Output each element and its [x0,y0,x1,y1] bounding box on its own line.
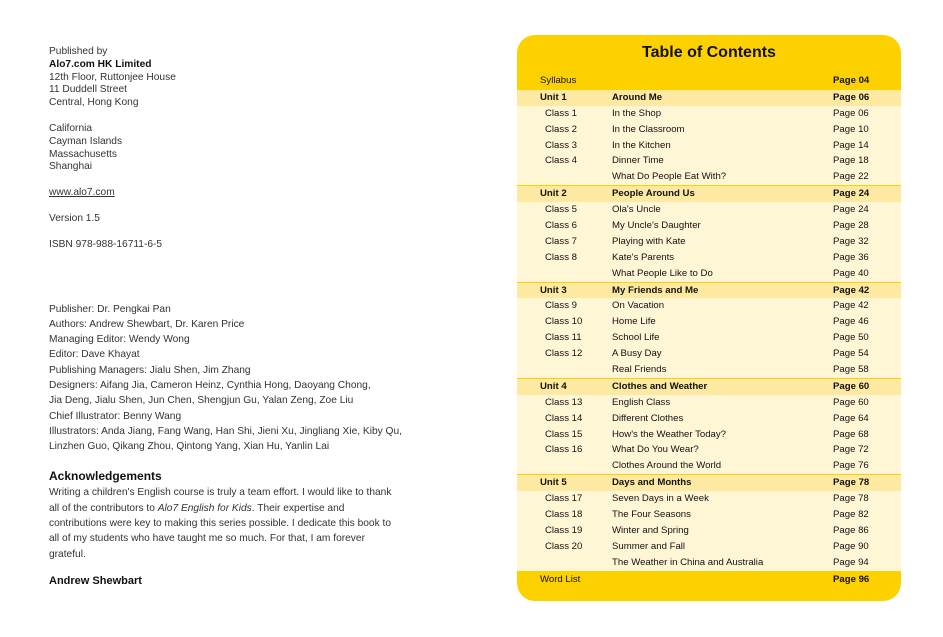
toc-label: Word List [540,573,581,585]
toc-entry-title: Different Clothes [612,412,684,424]
toc-entry-title: The Four Seasons [612,509,691,521]
toc-page-number: Page 60 [833,380,870,392]
toc-label: Class 8 [545,251,577,263]
address-line: 12th Floor, Ruttonjee House [49,71,176,83]
publisher-block [49,46,409,110]
toc-entry-title: Days and Months [612,477,692,489]
toc-label: Class 9 [545,300,577,312]
toc-page-number: Page 06 [833,91,870,103]
toc-page-number: Page 22 [833,171,869,183]
imprint-page [49,46,409,588]
toc-label: Class 12 [545,348,583,360]
toc-class-row[interactable] [517,442,901,458]
toc-entry-title: Ola's Uncle [612,204,661,216]
toc-class-row[interactable] [517,314,901,330]
toc-entry-title: Playing with Kate [612,235,686,247]
toc-page-number: Page 58 [833,364,869,376]
toc-entry-title: Summer and Fall [612,540,686,552]
toc-label: Class 2 [545,123,577,135]
toc-label: Unit 3 [540,284,567,296]
toc-label: Class 18 [545,509,583,521]
toc-class-row[interactable] [517,458,901,474]
toc-label: Class 13 [545,396,583,408]
acknowledgements-text: Writing a children's English course is truly a team effort. I would like to thank all of the contributors to [49,487,392,514]
toc-label: Class 7 [545,235,577,247]
publisher-line: Published by [49,46,108,57]
table-of-contents [517,35,901,601]
toc-entry-title: In the Kitchen [612,139,671,151]
toc-page-number: Page 82 [833,509,869,521]
toc-page-number: Page 68 [833,428,869,440]
toc-class-row[interactable] [517,169,901,185]
toc-page-number: Page 46 [833,316,869,328]
toc-entry-title: Clothes Around the World [612,460,722,472]
toc-entry-title: School Life [612,332,660,344]
toc-class-row[interactable] [517,138,901,154]
credit-line: Publisher: Dr. Pengkai Pan [49,303,171,315]
toc-entry-title: Kate's Parents [612,251,675,263]
toc-entry-title: English Class [612,396,671,408]
toc-class-row[interactable] [517,266,901,282]
toc-label: Class 16 [545,444,583,456]
toc-class-row[interactable] [517,491,901,507]
toc-page-number: Page 86 [833,524,869,536]
toc-label: Unit 4 [540,380,567,392]
toc-class-row[interactable] [517,234,901,250]
acknowledgements-text: . Their expertise and contributions were key to making this series possible. I dedicate this book to all of my students who have taught me so much. For that, I am forever grateful. [49,502,392,560]
toc-entry-title: Winter and Spring [612,524,689,536]
location: Massachusetts [49,148,117,160]
toc-page-number: Page 14 [833,139,869,151]
credit-line: Designers: Aifang Jia, Cameron Heinz, Cynthia Hong, Daoyang Chong, [49,380,371,392]
toc-entry-title: What People Like to Do [612,267,713,279]
location: California [49,122,93,134]
toc-class-row[interactable] [517,250,901,266]
toc-class-row[interactable] [517,106,901,122]
location: Cayman Islands [49,135,123,147]
toc-unit-row[interactable] [517,186,901,202]
toc-entry-title: My Friends and Me [612,284,699,296]
locations-block [49,123,409,174]
acknowledgements-body [49,485,401,561]
toc-page-number: Page 78 [833,477,870,489]
toc-label: Class 20 [545,540,583,552]
credit-line: Linzhen Guo, Qikang Zhou, Qintong Yang, Xian Hu, Yanlin Lai [49,441,330,453]
toc-label: Class 6 [545,220,577,232]
toc-page-number: Page 28 [833,220,869,232]
toc-label: Class 10 [545,316,583,328]
toc-class-row[interactable] [517,330,901,346]
signature: Andrew Shewbart [49,574,142,587]
toc-class-row[interactable] [517,555,901,571]
toc-class-row[interactable] [517,202,901,218]
toc-entry-title: The Weather in China and Australia [612,556,764,568]
series-title: Alo7 English for Kids [157,502,252,514]
toc-page-number: Page 60 [833,396,869,408]
address-line: 11 Duddell Street [49,84,127,96]
toc-entry-title: What Do You Wear? [612,444,699,456]
toc-list [517,73,901,588]
toc-label: Unit 1 [540,91,567,103]
toc-page-number: Page 32 [833,235,869,247]
toc-entry-title: In the Classroom [612,123,685,135]
toc-unit-row[interactable] [517,475,901,491]
toc-page-number: Page 06 [833,107,869,119]
toc-entry-title: A Busy Day [612,348,662,360]
address-line: Central, Hong Kong [49,97,139,109]
toc-page-number: Page 96 [833,573,870,585]
toc-entry-title: Seven Days in a Week [612,493,709,505]
toc-class-row[interactable] [517,539,901,555]
toc-entry-title: Dinner Time [612,155,664,167]
toc-label: Class 14 [545,412,583,424]
isbn-text: ISBN 978-988-16711-6-5 [49,238,163,250]
publisher-name: Alo7.com HK Limited [49,58,152,70]
credit-line: Jia Deng, Jialu Shen, Jun Chen, Shengjun Gu, Yalan Zeng, Zoe Liu [49,395,354,407]
toc-class-row[interactable] [517,507,901,523]
toc-entry-title: In the Shop [612,107,662,119]
toc-label: Class 17 [545,493,583,505]
toc-page-number: Page 64 [833,412,869,424]
toc-unit-row[interactable] [517,283,901,299]
toc-label: Class 4 [545,155,577,167]
toc-unit-row[interactable] [517,90,901,106]
toc-class-row[interactable] [517,411,901,427]
toc-class-row[interactable] [517,362,901,378]
toc-entry-title: How's the Weather Today? [612,428,726,440]
toc-class-row[interactable] [517,427,901,443]
toc-page-number: Page 54 [833,348,869,360]
toc-section-row[interactable] [517,73,901,89]
credit-line: Publishing Managers: Jialu Shen, Jim Zhang [49,364,251,376]
toc-page-number: Page 42 [833,284,870,296]
toc-page-number: Page 24 [833,188,870,200]
toc-page-number: Page 10 [833,123,869,135]
toc-entry-title: On Vacation [612,300,665,312]
toc-class-row[interactable] [517,153,901,169]
location: Shanghai [49,161,93,173]
toc-label: Unit 5 [540,477,567,489]
toc-page-number: Page 50 [833,332,869,344]
toc-entry-title: Real Friends [612,364,667,376]
toc-class-row[interactable] [517,346,901,362]
toc-label: Unit 2 [540,188,567,200]
toc-label: Class 3 [545,139,577,151]
toc-page-number: Page 40 [833,267,869,279]
toc-unit-row[interactable] [517,379,901,395]
toc-title: Table of Contents [642,43,776,61]
toc-class-row[interactable] [517,395,901,411]
toc-page-number: Page 04 [833,75,870,86]
toc-section-row[interactable] [517,572,901,588]
toc-label: Syllabus [540,75,577,86]
toc-label: Class 5 [545,204,577,216]
toc-page-number: Page 18 [833,155,869,167]
toc-label: Class 1 [545,107,577,119]
toc-entry-title: Home Life [612,316,656,328]
credits-block [49,302,409,455]
credit-line: Managing Editor: Wendy Wong [49,334,190,346]
toc-class-row[interactable] [517,218,901,234]
credit-line: Editor: Dave Khayat [49,349,140,361]
toc-class-row[interactable] [517,298,901,314]
toc-label: Class 15 [545,428,583,440]
toc-class-row[interactable] [517,122,901,138]
credit-line: Chief Illustrator: Benny Wang [49,410,182,422]
toc-page-number: Page 76 [833,460,869,472]
toc-entry-title: People Around Us [612,188,695,200]
toc-page-number: Page 78 [833,493,869,505]
toc-entry-title: What Do People Eat With? [612,171,727,183]
toc-page-number: Page 90 [833,540,869,552]
version-text: Version 1.5 [49,212,100,224]
toc-label: Class 11 [545,332,582,344]
toc-entry-title: Clothes and Weather [612,380,708,392]
toc-entry-title: Around Me [612,91,663,103]
credit-line: Illustrators: Anda Jiang, Fang Wang, Han Shi, Jieni Xu, Jingliang Xie, Kiby Qu, [49,425,402,437]
toc-page-number: Page 36 [833,251,869,263]
toc-class-row[interactable] [517,523,901,539]
toc-page-number: Page 94 [833,556,869,568]
toc-page-number: Page 72 [833,444,869,456]
credit-line: Authors: Andrew Shewbart, Dr. Karen Price [49,318,245,330]
toc-entry-title: My Uncle's Daughter [612,220,701,232]
toc-page-number: Page 42 [833,300,869,312]
toc-label: Class 19 [545,524,583,536]
website-link[interactable]: www.alo7.com [49,187,115,199]
acknowledgements-title: Acknowledgements [49,468,162,483]
toc-page-number: Page 24 [833,204,869,216]
